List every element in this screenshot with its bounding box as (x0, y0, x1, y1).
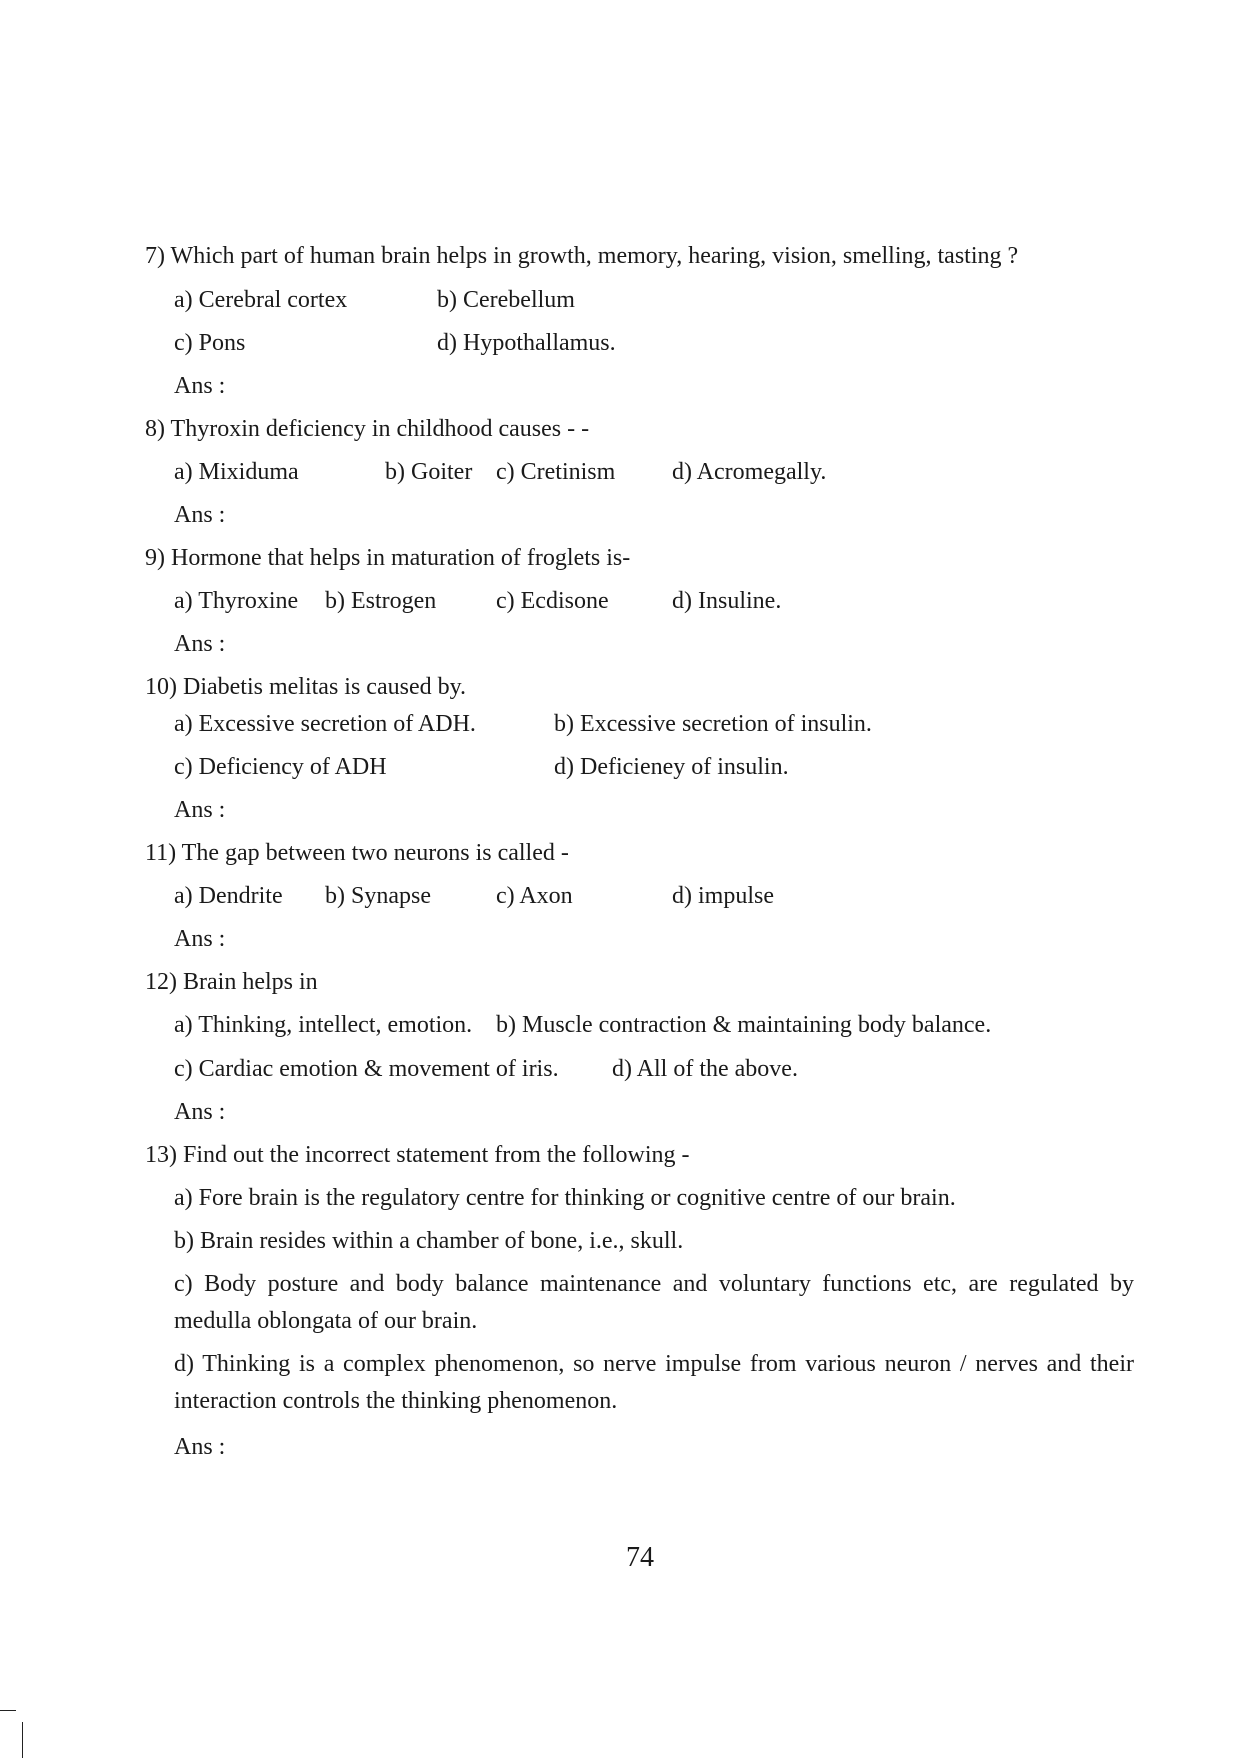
question-13-option-c: c) Body posture and body balance maintenance and voluntary functions etc, are regulated by medulla oblongata of our brain. (174, 1271, 1134, 1334)
question-10-option-a: a) Excessive secretion of ADH. (174, 711, 476, 737)
question-9-option-d: d) Insuline. (672, 588, 782, 614)
question-7-option-b: b) Cerebellum (437, 287, 575, 313)
question-9-answer-label: Ans : (174, 631, 226, 657)
question-8-option-b: b) Goiter (385, 459, 473, 485)
question-10-option-d: d) Deficieney of insulin. (554, 754, 789, 780)
question-8-option-c: c) Cretinism (496, 459, 616, 485)
question-13-answer-label: Ans : (174, 1434, 226, 1460)
question-12-option-a: a) Thinking, intellect, emotion. (174, 1012, 473, 1038)
question-12-option-c: c) Cardiac emotion & movement of iris. (174, 1056, 559, 1082)
page-number: 74 (626, 1542, 654, 1573)
question-7-option-d: d) Hypothallamus. (437, 330, 616, 356)
question-12-answer-label: Ans : (174, 1099, 226, 1125)
question-7: 7) Which part of human brain helps in growth, memory, hearing, vision, smelling, tasting ? (145, 243, 1019, 269)
question-12-option-b: b) Muscle contraction & maintaining body balance. (496, 1012, 992, 1038)
question-13-option-d: d) Thinking is a complex phenomenon, so nerve impulse from various neuron / nerves and their interaction controls the thinking phenomenon. (174, 1351, 1134, 1414)
question-10-option-c: c) Deficiency of ADH (174, 754, 387, 780)
question-11: 11) The gap between two neurons is called - (145, 840, 569, 866)
question-10-answer-label: Ans : (174, 797, 226, 823)
crop-mark-horizontal (0, 1710, 16, 1711)
question-7-option-c: c) Pons (174, 330, 246, 356)
question-8: 8) Thyroxin deficiency in childhood causes - - (145, 416, 590, 442)
question-10-option-b: b) Excessive secretion of insulin. (554, 711, 872, 737)
question-8-answer-label: Ans : (174, 502, 226, 528)
question-10: 10) Diabetis melitas is caused by. (145, 674, 467, 700)
question-11-option-c: c) Axon (496, 883, 573, 909)
crop-mark-vertical (22, 1722, 23, 1758)
question-8-option-a: a) Mixiduma (174, 459, 299, 485)
question-9-option-b: b) Estrogen (325, 588, 437, 614)
question-11-option-a: a) Dendrite (174, 883, 283, 909)
question-9-option-c: c) Ecdisone (496, 588, 609, 614)
question-12: 12) Brain helps in (145, 969, 318, 995)
question-9: 9) Hormone that helps in maturation of froglets is- (145, 545, 631, 571)
question-11-option-d: d) impulse (672, 883, 774, 909)
question-9-option-a: a) Thyroxine (174, 588, 299, 614)
question-13-option-b: b) Brain resides within a chamber of bone, i.e., skull. (174, 1228, 684, 1254)
question-8-option-d: d) Acromegally. (672, 459, 827, 485)
question-11-option-b: b) Synapse (325, 883, 431, 909)
question-7-answer-label: Ans : (174, 373, 226, 399)
question-13: 13) Find out the incorrect statement from the following - (145, 1142, 690, 1168)
question-12-option-d: d) All of the above. (612, 1056, 798, 1082)
question-11-answer-label: Ans : (174, 926, 226, 952)
question-7-option-a: a) Cerebral cortex (174, 287, 348, 313)
question-13-option-a: a) Fore brain is the regulatory centre for thinking or cognitive centre of our brain. (174, 1185, 956, 1211)
